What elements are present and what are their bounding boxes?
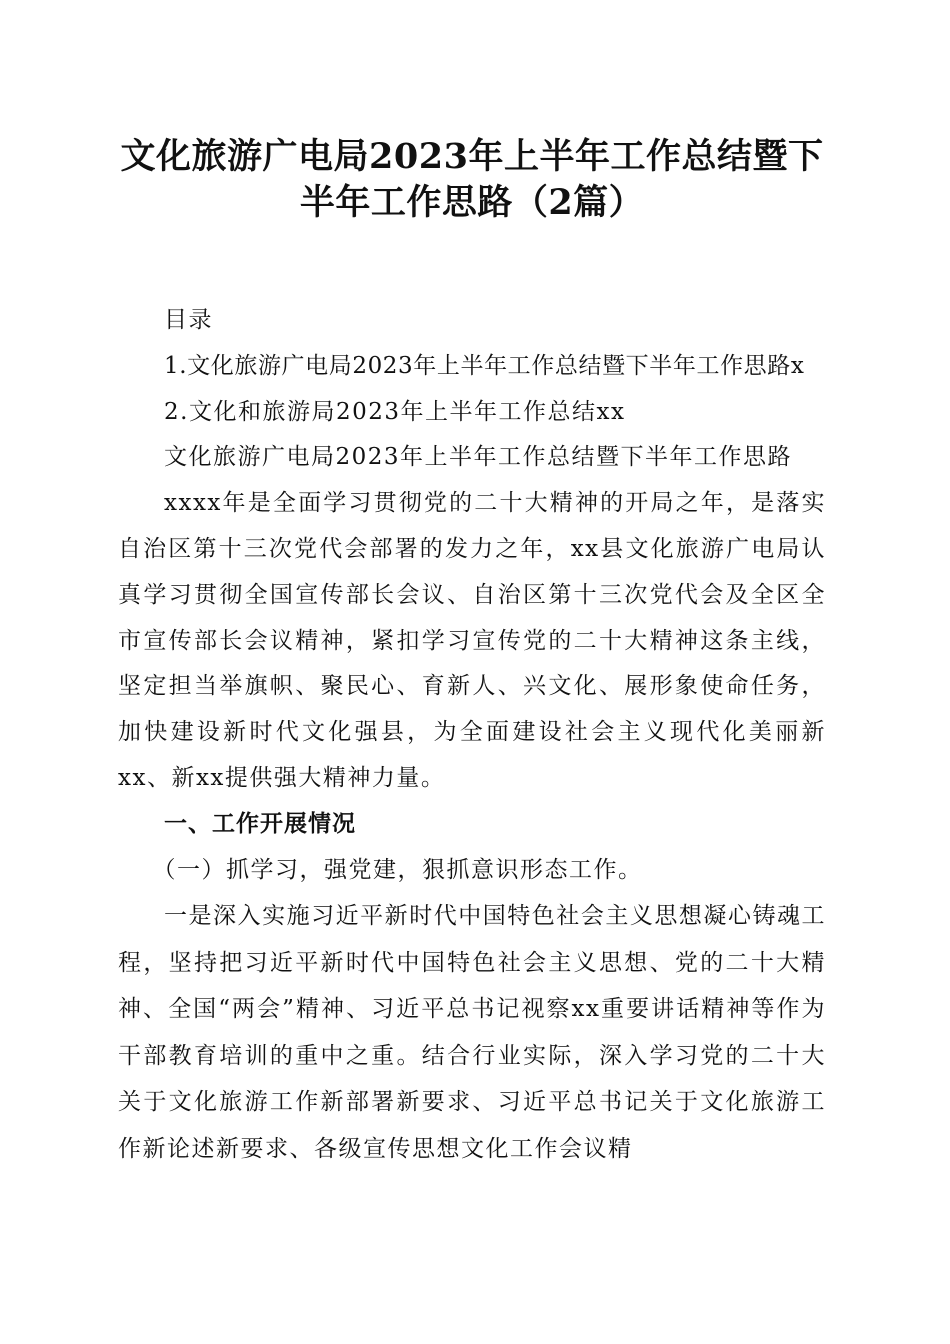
heading-work-overview: 一、工作开展情况: [164, 810, 356, 837]
toc-label: 目录: [164, 307, 213, 333]
intro-paragraph: xxxx年是全面学习贯彻党的二十大精神的开局之年，是落实自治区第十三次党代会部署的发力之年，xx县文化旅游广电局认真学习贯彻全国宣传部长会议、自治区第十三次党代会及全区全市宣传部长会议精神，紧扣学习宣传党的二十大精神这条主线，坚定担当举旗帜、聚民心、育新人、兴文化、展形象使命任务，加快建设新时代文化强县，为全面建设社会主义现代化美丽新xx、新xx提供强大精神力量。: [118, 490, 826, 791]
section-title: 文化旅游广电局2023年上半年工作总结暨下半年工作思路: [164, 444, 793, 471]
toc-item-2: 2.文化和旅游局2023年上半年工作总结xx: [164, 398, 626, 425]
document-title: [118, 134, 826, 226]
document-body: [118, 298, 826, 1172]
toc-item-1: 1.文化旅游广电局2023年上半年工作总结暨下半年工作思路x: [164, 352, 805, 379]
title-line-1: 文化旅游广电局2023年上半年工作总结暨下: [120, 136, 824, 177]
document-page: [118, 134, 826, 1172]
title-line-2: 半年工作思路（2篇）: [299, 182, 645, 223]
body-paragraph-1: 一是深入实施习近平新时代中国特色社会主义思想凝心铸魂工程，坚持把习近平新时代中国特色社会主义思想、党的二十大精神、全国“两会”精神、习近平总书记视察xx重要讲话精神等作为干部教育培训的重中之重。结合行业实际，深入学习党的二十大关于文化旅游工作新部署新要求、习近平总书记关于文化旅游工作新论述新要求、各级宣传思想文化工作会议精: [118, 903, 826, 1162]
subheading-study-party: （一）抓学习，强党建，狠抓意识形态工作。: [152, 856, 643, 883]
